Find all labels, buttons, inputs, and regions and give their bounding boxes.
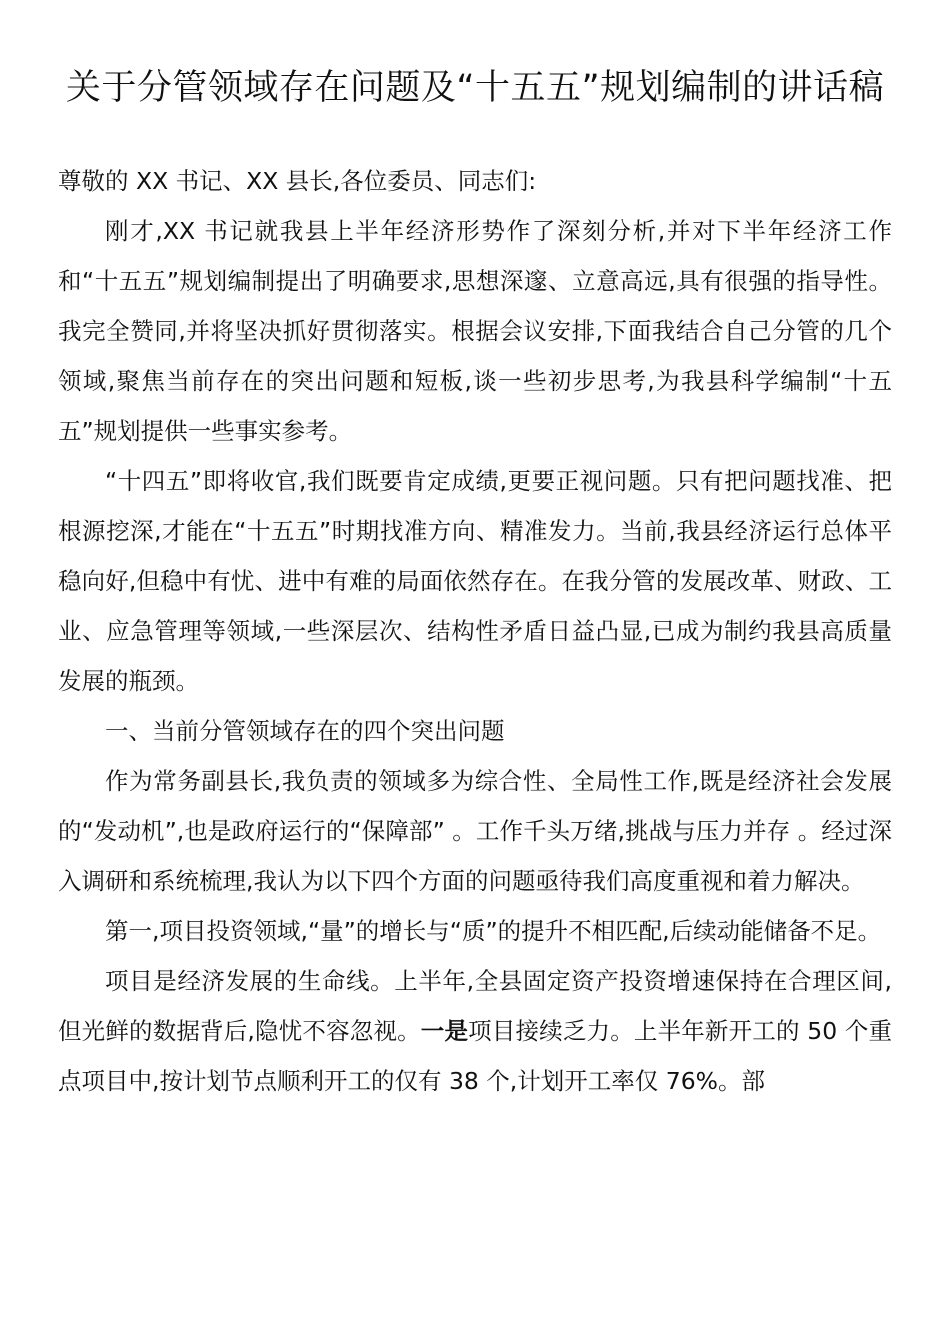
- point-marker-one: 一是: [420, 1017, 469, 1045]
- section-heading: 一、当前分管领域存在的四个突出问题: [105, 717, 505, 745]
- paragraph-projects: [58, 956, 892, 1106]
- paragraph-projects-rest: 项目接续乏力。上半年新开工的 50 个重点项目中,按计划节点顺利开工的仅有 38 个,计划开工率仅 76%。部: [58, 1017, 892, 1095]
- document-body: [58, 156, 892, 1106]
- paragraph-opening: 刚才,XX 书记就我县上半年经济形势作了深刻分析,并对下半年经济工作和“十五五”规划编制提出了明确要求,思想深邃、立意高远,具有很强的指导性。我完全赞同,并将坚决抓好贯彻落实。根据会议安排,下面我结合自己分管的几个领域,聚焦当前存在的突出问题和短板,谈一些初步思考,为我县科学编制“十五五”规划提供一些事实参考。: [58, 217, 892, 445]
- paragraph-context: “十四五”即将收官,我们既要肯定成绩,更要正视问题。只有把问题找准、把根源挖深,才能在“十五五”时期找准方向、精准发力。当前,我县经济运行总体平稳向好,但稳中有忧、进中有难的局面依然存在。在我分管的发展改革、财政、工业、应急管理等领域,一些深层次、结构性矛盾日益凸显,已成为制约我县高质量发展的瓶颈。: [58, 467, 892, 695]
- paragraph-section-intro: 作为常务副县长,我负责的领域多为综合性、全局性工作,既是经济社会发展的“发动机”,也是政府运行的“保障部” 。工作千头万绪,挑战与压力并存 。经过深入调研和系统梳理,我认为以下四个方面的问题亟待我们高度重视和着力解决。: [58, 767, 892, 895]
- point-one-heading: 第一,项目投资领域,“量”的增长与“质”的提升不相匹配,后续动能储备不足。: [105, 917, 882, 945]
- document-title: 关于分管领域存在问题及“十五五”规划编制的讲话稿: [65, 68, 885, 108]
- paragraph-projects-lead: 项目是经济发展的生命线。上半年,全县固定资产投资增速保持在合理区间,但光鲜的数据背后,隐忧不容忽视。: [58, 967, 892, 1045]
- salutation: 尊敬的 XX 书记、XX 县长,各位委员、同志们:: [58, 167, 537, 195]
